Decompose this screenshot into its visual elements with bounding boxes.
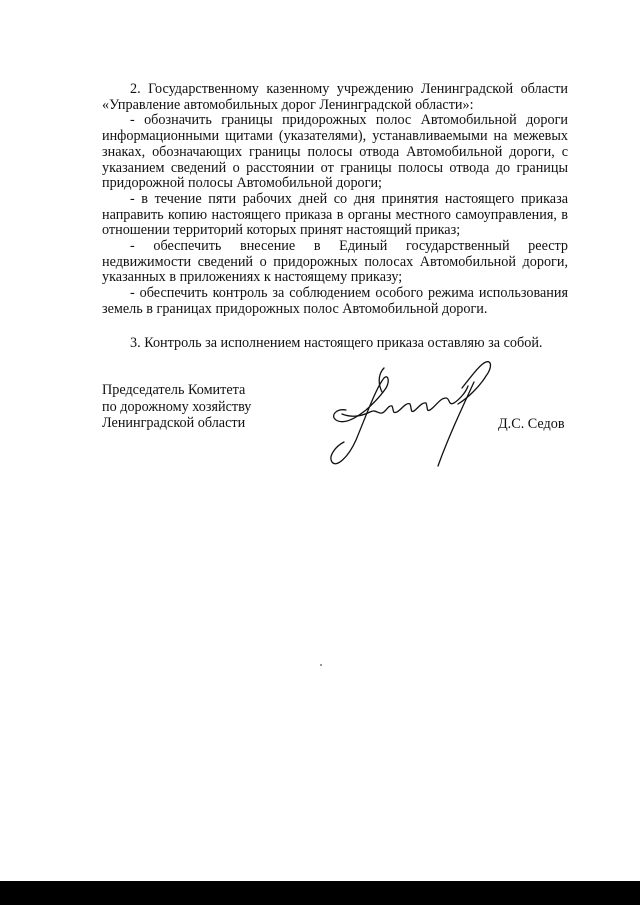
paragraph-bullet-boundaries: - обозначить границы придорожных полос Автомобильной дороги информационными щитами (указателями), устанавливаемыми на межевых знаках, обозначающих границы полосы отвода Автомобильной дороги, с указанием сведений о расстоянии от границы полосы отвода до границы придорожной полосы Автомобильной дороги; — [102, 112, 568, 192]
signatory-title-line: Председатель Комитета — [102, 382, 246, 398]
paragraph-bullet-registry: - обеспечить внесение в Единый государственный реестр недвижимости сведений о придорожных полосах Автомобильной дороги, указанных в приложениях к настоящему приказу; — [102, 238, 568, 286]
handwritten-signature — [322, 358, 498, 472]
paragraph-item-3: 3. Контроль за исполнением настоящего приказа оставляю за собой. — [130, 334, 543, 351]
document-body — [102, 82, 568, 351]
paragraph-item-2: 2. Государственному казенному учреждению Ленинградской области «Управление автомобильных дорог Ленинградской области»: — [102, 81, 568, 113]
scan-speck — [320, 664, 322, 666]
paragraph-bullet-control: - обеспечить контроль за соблюдением особого режима использования земель в границах придорожных полос Автомобильной дороги. — [102, 285, 568, 317]
signatory-title-line: Ленинградской области — [102, 415, 246, 432]
signatory-title — [102, 382, 251, 432]
scan-border — [0, 881, 640, 905]
signatory-title-line: по дорожному хозяйству — [102, 398, 252, 415]
signatory-name: Д.С. Седов — [498, 416, 565, 432]
paragraph-bullet-copy: - в течение пяти рабочих дней со дня принятия настоящего приказа направить копию настоящего приказа в органы местного самоуправления, в отношении территорий которых принят настоящий приказ; — [102, 190, 568, 239]
